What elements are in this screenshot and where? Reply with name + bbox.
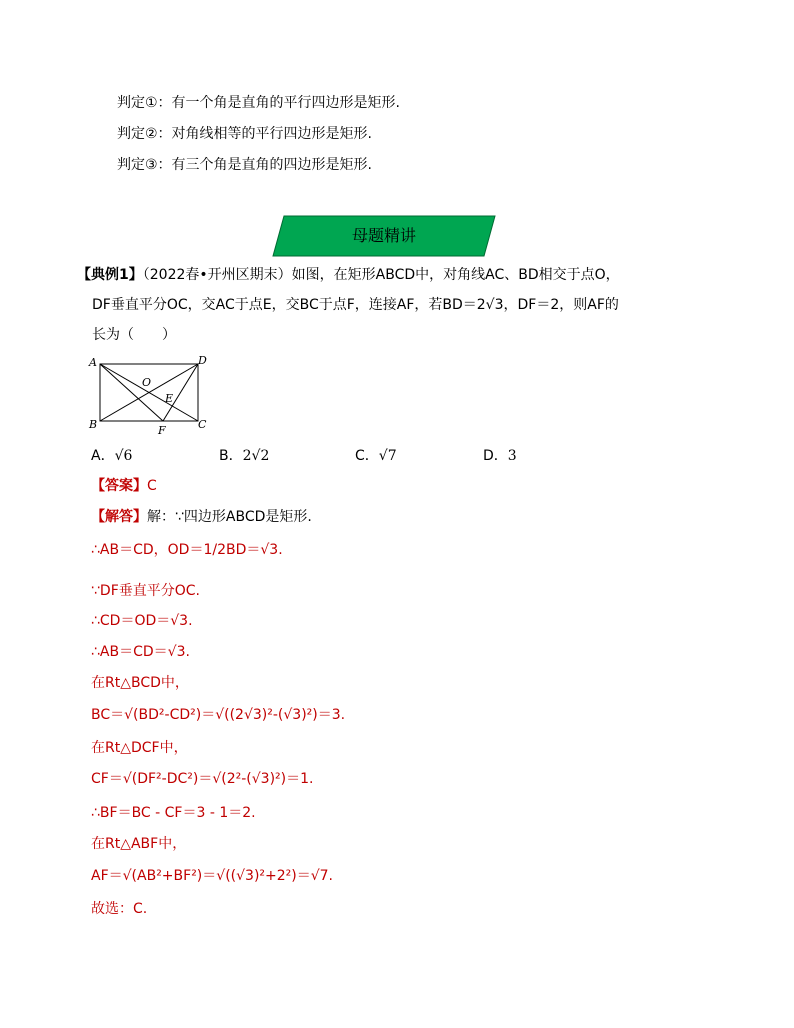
label-a: A bbox=[89, 356, 97, 369]
solution-line-11: AF＝√(AB²+BF²)＝√((√3)²+2²)＝√7. bbox=[91, 868, 334, 884]
theorem-1: 判定①：有一个角是直角的平行四边形是矩形. bbox=[117, 95, 400, 111]
solution-tag: 【解答】 bbox=[91, 509, 147, 525]
solution-line-7: 在Rt△DCF中， bbox=[91, 740, 188, 756]
solution-line-6: BC＝√(BD²-CD²)＝√((2√3)²-(√3)²)＝3. bbox=[91, 707, 346, 723]
segment-af bbox=[100, 364, 163, 421]
answer-line bbox=[91, 476, 157, 496]
question-line-3: 长为（ ） bbox=[92, 327, 176, 343]
option-b: B．2√2 bbox=[219, 448, 270, 464]
label-e: E bbox=[165, 392, 174, 405]
label-b: B bbox=[89, 418, 98, 431]
solution-line-2: ∵DF垂直平分OC. bbox=[91, 583, 200, 599]
solution-line-9: ∴BF＝BC - CF＝3 - 1＝2. bbox=[91, 805, 256, 821]
theorem-3: 判定③：有三个角是直角的四边形是矩形. bbox=[117, 157, 372, 173]
question-tag: 【典例1】 bbox=[77, 267, 143, 283]
label-o: O bbox=[142, 376, 152, 389]
solution-line-10: 在Rt△ABF中， bbox=[91, 836, 187, 852]
theorem-2: 判定②：对角线相等的平行四边形是矩形. bbox=[117, 126, 372, 142]
solution-line-0: 【解答】解：∵四边形ABCD是矩形. bbox=[91, 509, 312, 525]
answer-value: C bbox=[147, 478, 157, 494]
question-line-2: DF垂直平分OC，交AC于点E，交BC于点F，连接AF，若BD＝2√3，DF＝2，则AF的 bbox=[92, 297, 619, 313]
option-a: A．√6 bbox=[91, 448, 133, 464]
solution-line-5: 在Rt△BCD中， bbox=[91, 675, 189, 691]
option-d: D．3 bbox=[483, 448, 517, 464]
rectangle-figure bbox=[86, 354, 214, 434]
answer-tag: 【答案】 bbox=[91, 478, 147, 494]
label-d: D bbox=[198, 354, 207, 367]
solution-line-8: CF＝√(DF²-DC²)＝√(2²-(√3)²)＝1. bbox=[91, 771, 314, 787]
solution-line-4: ∴AB＝CD＝√3. bbox=[91, 644, 190, 660]
section-banner bbox=[272, 215, 496, 257]
option-c: C．√7 bbox=[355, 448, 397, 464]
solution-line-3: ∴CD＝OD＝√3. bbox=[91, 613, 193, 629]
question-line-1: （2022春•开州区期末）如图，在矩形ABCD中，对角线AC、BD相交于点O， bbox=[142, 267, 620, 283]
label-c: C bbox=[198, 418, 207, 431]
banner-title: 母题精讲 bbox=[351, 226, 416, 245]
label-f: F bbox=[158, 424, 166, 434]
solution-line-1: ∴AB＝CD，OD＝1/2BD＝√3. bbox=[91, 542, 283, 558]
question-block bbox=[77, 265, 620, 285]
solution-line-12: 故选：C. bbox=[91, 901, 148, 917]
